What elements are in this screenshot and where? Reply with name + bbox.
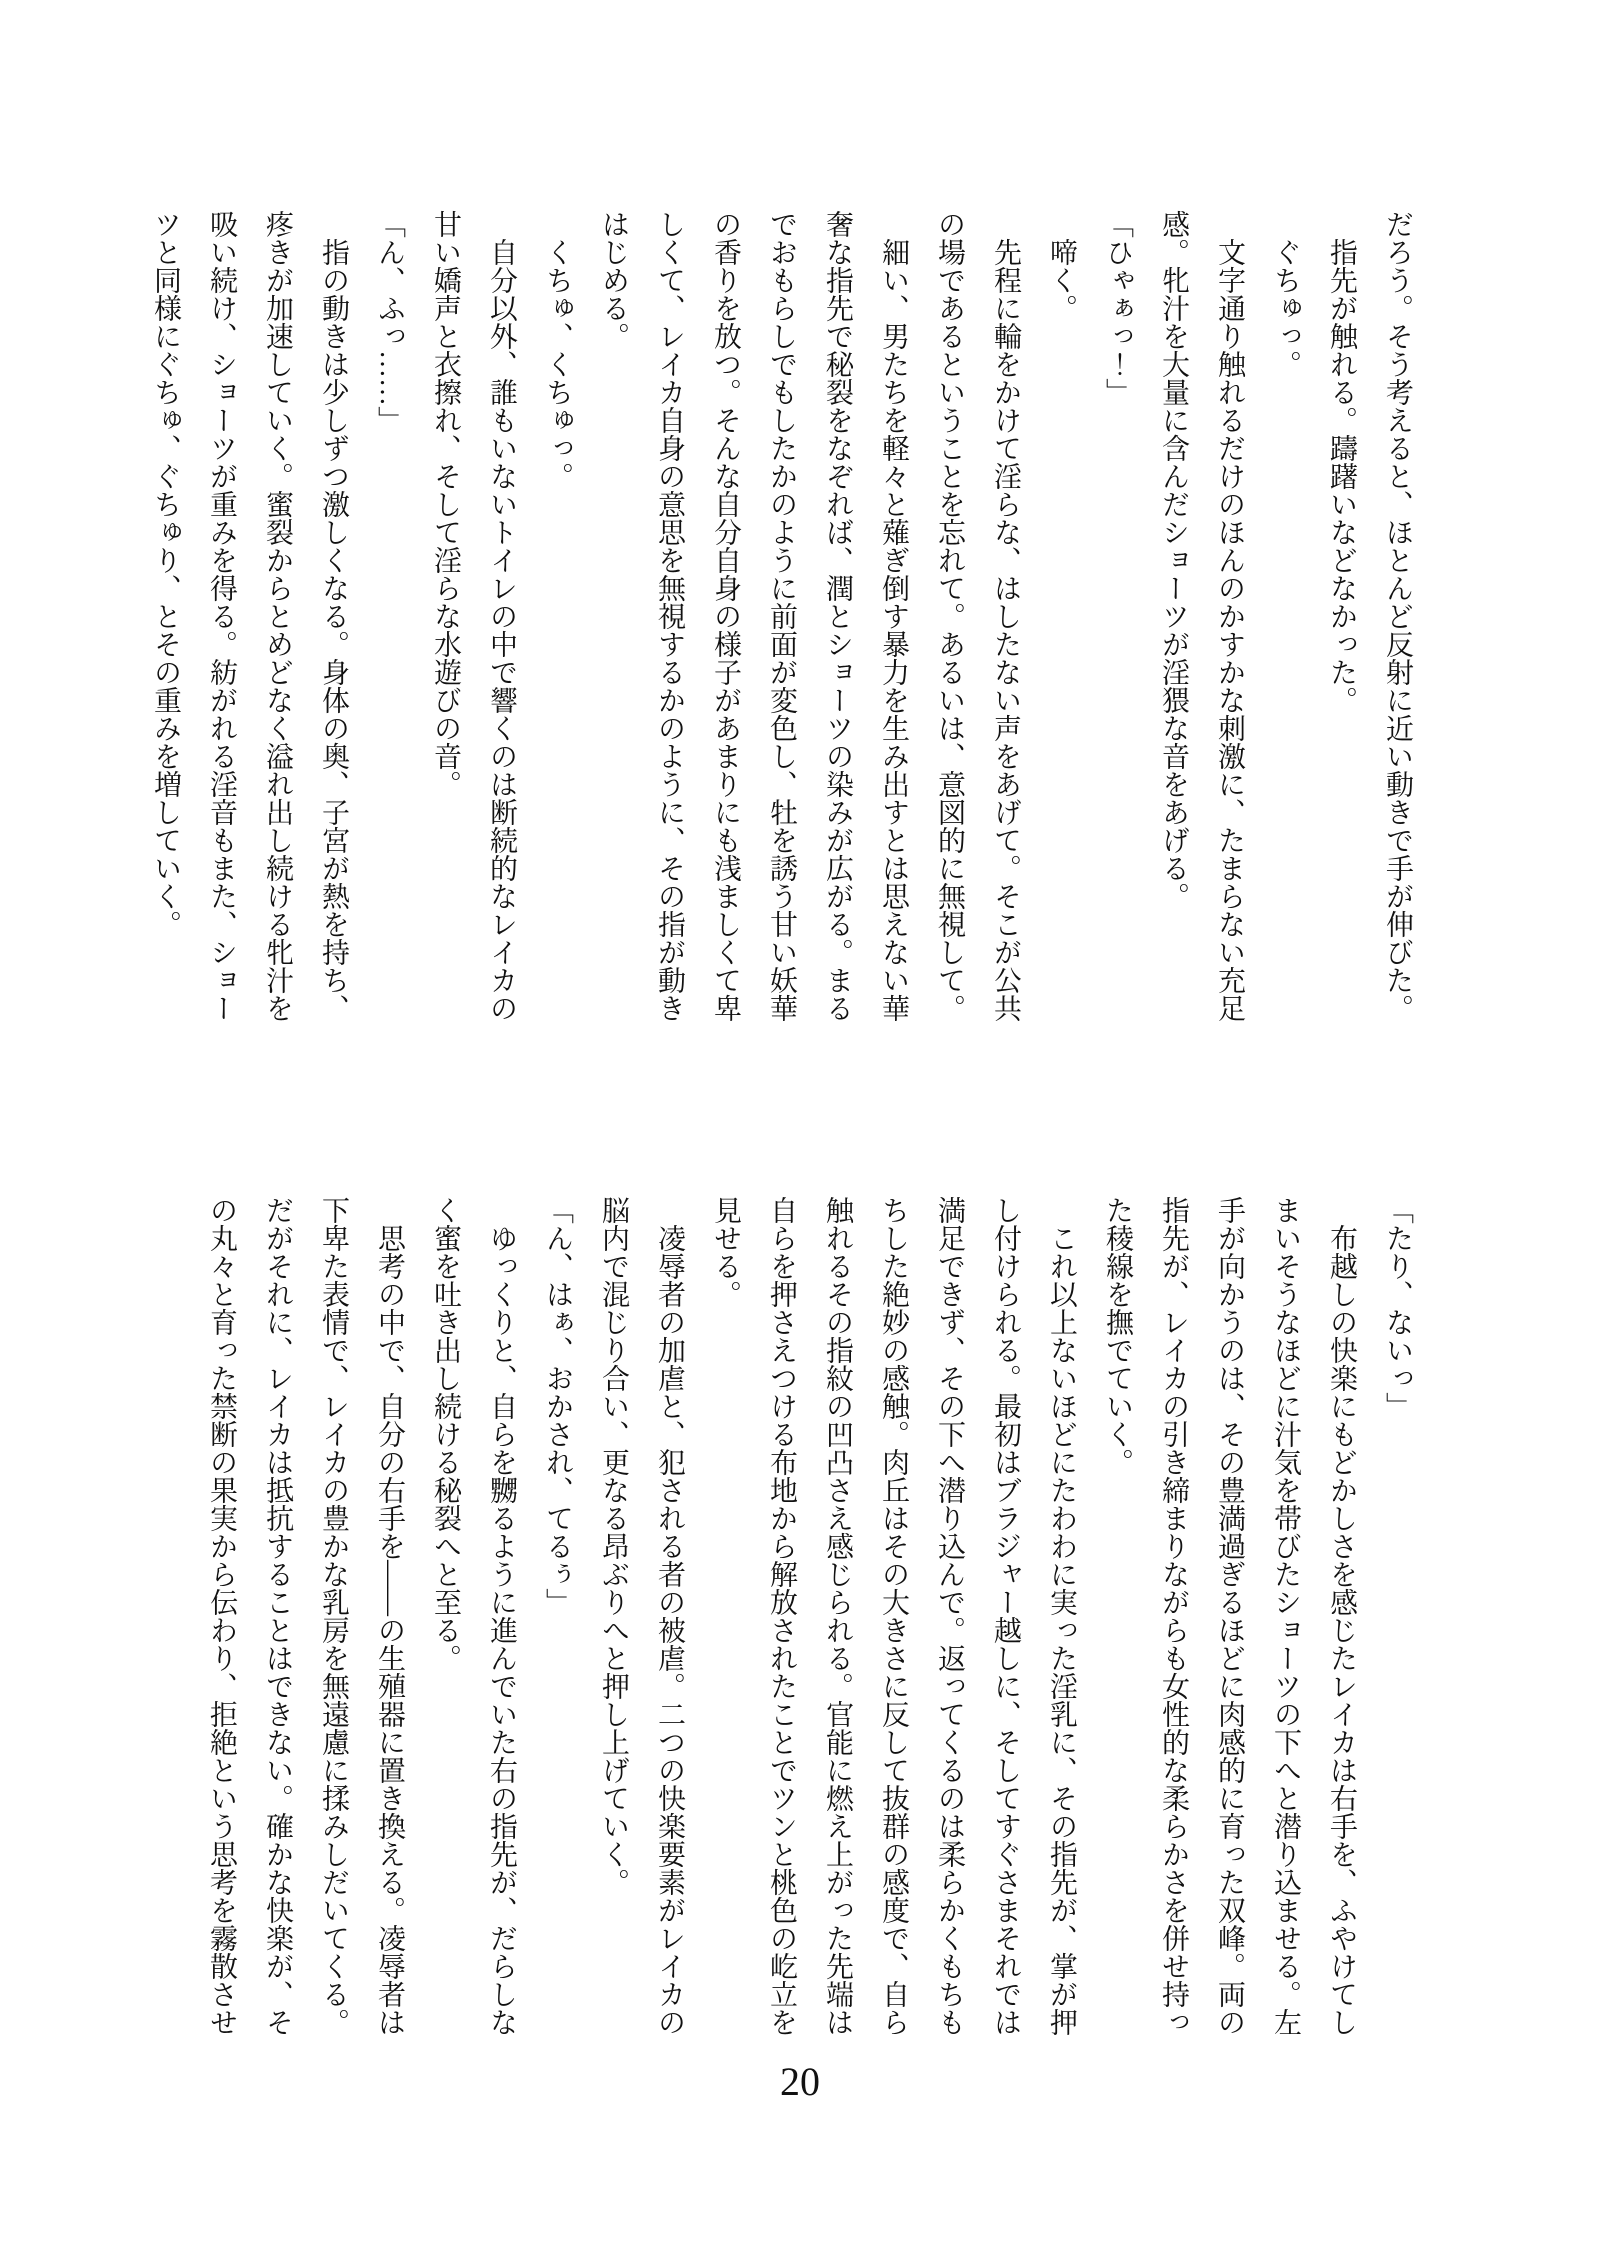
paragraph: これ以上ないほどにたわわに実った淫乳に、その指先が、掌が押し付けられる。最初はブラジャー越しに、そしてすぐさまそれでは満足できず、その下へ潜り込んで。返ってくるのは柔らかくもちもちした絶妙の感触。肉丘はその大きさに反して抜群の感度で、自ら触れるその指紋の凹凸さえ感じられる。官能に燃え上がった先端は自らを押さえつける布地から解放されたことでツンと桃色の屹立を見せる。 (710, 1196, 1077, 2036)
paragraph: ゆっくりと、自らを嬲るように進んでいた右の指先が、だらしなく蜜を吐き出し続ける秘裂へと至る。 (430, 1196, 517, 2036)
paragraph: 自分以外、誰もいないトイレの中で響くのは断続的なレイカの甘い嬌声と衣擦れ、そして淫らな水遊びの音。 (430, 210, 517, 1022)
paragraph: 啼く。 (1046, 238, 1077, 322)
paragraph: だろう。そう考えると、ほとんど反射に近い動きで手が伸びた。 (1382, 210, 1413, 1022)
paragraph: 「ん、はぁ、おかされ、てるぅ」 (542, 1196, 573, 1616)
paragraph: 指先が触れる。躊躇いなどなかった。 (1326, 238, 1357, 714)
top-text-block (137, 210, 1425, 1022)
paragraph: 細い、男たちを軽々と薙ぎ倒す暴力を生み出すとは思えない華奢な指先で秘裂をなぞれば、潤とショーツの染みが広がる。まるでおもらしでもしたかのように前面が変色し、牡を誘う甘い妖華の香りを放つ。そんな自分自身の様子があまりにも浅ましくて卑しくて、レイカ自身の意思を無視するかのように、その指が動きはじめる。 (598, 210, 909, 1022)
paragraph: 先程に輪をかけて淫らな、はしたない声をあげて。そこが公共の場であるということを忘れて。あるいは、意図的に無視して。 (934, 210, 1021, 1022)
paragraph: 「ひゃぁっ！」 (1102, 210, 1133, 406)
paragraph: 凌辱者の加虐と、犯される者の被虐。二つの快楽要素がレイカの脳内で混じり合い、更なる昂ぶりへと押し上げていく。 (598, 1196, 685, 2036)
paragraph: ぐちゅっ。 (1270, 238, 1301, 378)
paragraph: 「たり、ないっ」 (1382, 1196, 1413, 1420)
paragraph: 文字通り触れるだけのほんのかすかな刺激に、たまらない充足感。牝汁を大量に含んだショーツが淫猥な音をあげる。 (1158, 210, 1245, 1022)
paragraph: くちゅ、くちゅっ。 (542, 238, 573, 490)
paragraph: 布越しの快楽にもどかしさを感じたレイカは右手を、ふやけてしまいそうなほどに汁気を帯びたショーツの下へと潜り込ませる。左手が向かうのは、その豊満過ぎるほどに肉感的に育った双峰。両の指先が、レイカの引き締まりながらも女性的な柔らかさを併せ持った稜線を撫でていく。 (1102, 1196, 1357, 2036)
paragraph: 指の動きは少しずつ激しくなる。身体の奥、子宮が熱を持ち、疼きが加速していく。蜜裂からとめどなく溢れ出し続ける牝汁を吸い続け、ショーツが重みを得る。紡がれる淫音もまた、ショーツと同様にぐちゅ、ぐちゅり、とその重みを増していく。 (150, 210, 349, 1022)
paragraph: 「ん、ふっ……」 (374, 210, 405, 434)
page-number: 20 (780, 2059, 820, 2104)
bottom-text-block (193, 1196, 1425, 2036)
paragraph: 思考の中で、自分の右手を――の生殖器に置き換える。凌辱者は下卑た表情で、レイカの豊かな乳房を無遠慮に揉みしだいてくる。だがそれに、レイカは抵抗することはできない。確かな快楽が、その丸々と育った禁断の果実から伝わり、拒絶という思考を霧散させ (206, 1196, 405, 2036)
